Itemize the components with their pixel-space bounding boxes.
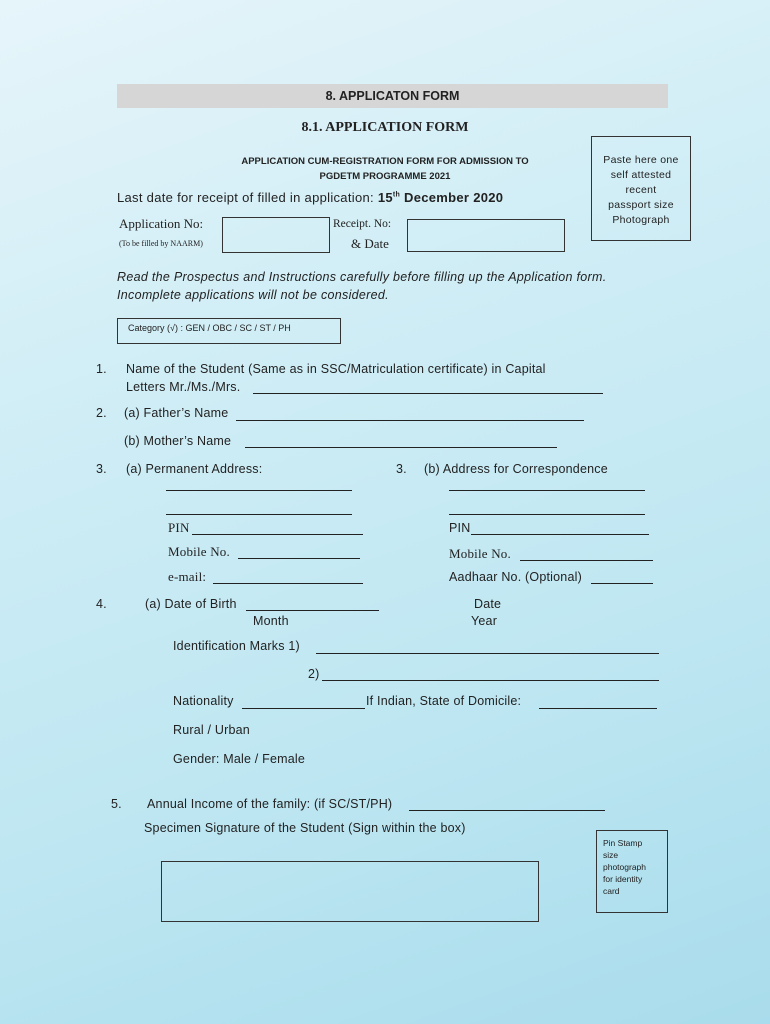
last-date-label: Last date for receipt of filled in application: [117,190,378,205]
permanent-address-line1[interactable] [166,490,352,491]
permanent-pin-field[interactable] [192,534,363,535]
aadhaar-field[interactable] [591,583,653,584]
last-date-suffix: th [392,191,401,199]
mother-name-label: (b) Mother’s Name [124,434,232,448]
application-no-label: Application No: [119,216,204,231]
receipt-no-label: Receipt. No: [333,218,392,230]
last-date-day: 15 [377,190,393,205]
q1-number: 1. [96,362,107,376]
photo-paste-box[interactable] [591,136,691,241]
dob-field[interactable] [246,610,379,611]
nationality-field[interactable] [242,708,365,709]
q3b-number: 3. [396,462,407,476]
correspondence-address-line1[interactable] [449,490,645,491]
gender-option[interactable]: Gender: Male / Female [173,752,306,766]
instructions-line2: Incomplete applications will not be considered. [117,288,389,302]
id-photo-line: Pin Stamp [603,838,643,848]
form-subtitle: 8.1. APPLICATION FORM [301,120,469,135]
nationality-label: Nationality [173,694,234,708]
signature-label: Specimen Signature of the Student (Sign within the box) [144,821,466,835]
form-heading-line1: APPLICATION CUM-REGISTRATION FORM FOR ADMISSION TO [241,156,529,167]
q4-number: 4. [96,597,107,611]
mother-name-field[interactable] [245,447,557,448]
q2-number: 2. [96,406,107,420]
q1-label-line2: Letters Mr./Ms./Mrs. [126,380,241,394]
id-marks-label: Identification Marks 1) [173,639,300,653]
form-heading-line2: PGDETM PROGRAMME 2021 [319,171,451,182]
permanent-mobile-field[interactable] [238,558,360,559]
correspondence-mobile-field[interactable] [520,560,653,561]
student-name-field[interactable] [253,393,603,394]
domicile-field[interactable] [539,708,657,709]
dob-year-label: Year [471,614,498,628]
instructions-note [117,268,677,304]
email-field[interactable] [213,583,363,584]
id-photo-box[interactable] [596,830,668,913]
mobile-label: Mobile No. [449,546,511,561]
id-mark2-field[interactable] [322,680,659,681]
domicile-label: If Indian, State of Domicile: [366,694,522,708]
father-name-label: (a) Father’s Name [124,406,229,420]
correspondence-address-label: (b) Address for Correspondence [424,462,608,476]
income-label: Annual Income of the family: (if SC/ST/PH) [147,797,393,811]
section-title: 8. APPLICATON FORM [117,84,668,108]
dob-date-label: Date [474,597,502,611]
correspondence-pin-field[interactable] [471,534,649,535]
email-label: e-mail: [168,569,207,584]
dob-label: (a) Date of Birth [145,597,237,611]
last-date-month-year: December 2020 [400,190,504,205]
rural-urban-option[interactable]: Rural / Urban [173,723,250,737]
dob-month-label: Month [253,614,289,628]
q1-label-line1: Name of the Student (Same as in SSC/Matriculation certificate) in Capital [126,362,546,376]
id-marks2-label: 2) [308,667,320,681]
pin-label: PIN [168,520,190,535]
permanent-address-label: (a) Permanent Address: [126,462,263,476]
photo-box-line: Paste here one [603,154,679,166]
id-mark1-field[interactable] [316,653,659,654]
correspondence-address-line2[interactable] [449,514,645,515]
photo-box-line: self attested [610,169,672,181]
form-heading [200,154,570,184]
last-date-text [117,190,503,205]
id-photo-line: card [603,886,620,896]
permanent-address-line2[interactable] [166,514,352,515]
receipt-no-input[interactable] [407,219,565,252]
q3-number: 3. [96,462,107,476]
father-name-field[interactable] [236,420,584,421]
application-no-note: (To be filled by NAARM) [119,239,203,248]
id-photo-line: photograph [603,862,647,872]
q5-number: 5. [111,797,122,811]
category-box[interactable]: Category (√) : GEN / OBC / SC / ST / PH [117,318,341,344]
aadhaar-label: Aadhaar No. (Optional) [449,570,582,584]
photo-box-line: Photograph [612,214,670,226]
photo-box-line: passport size [608,199,674,211]
mobile-label: Mobile No. [168,544,230,559]
signature-box[interactable] [161,861,539,922]
pin-label: PIN [449,521,471,535]
id-photo-line: size [603,850,619,860]
income-field[interactable] [409,810,605,811]
instructions-line1: Read the Prospectus and Instructions carefully before filling up the Application form. [117,270,607,284]
photo-box-line: recent [625,184,657,196]
id-photo-line: for identity [603,874,643,884]
application-no-input[interactable] [222,217,330,253]
receipt-date-label: & Date [351,236,389,251]
